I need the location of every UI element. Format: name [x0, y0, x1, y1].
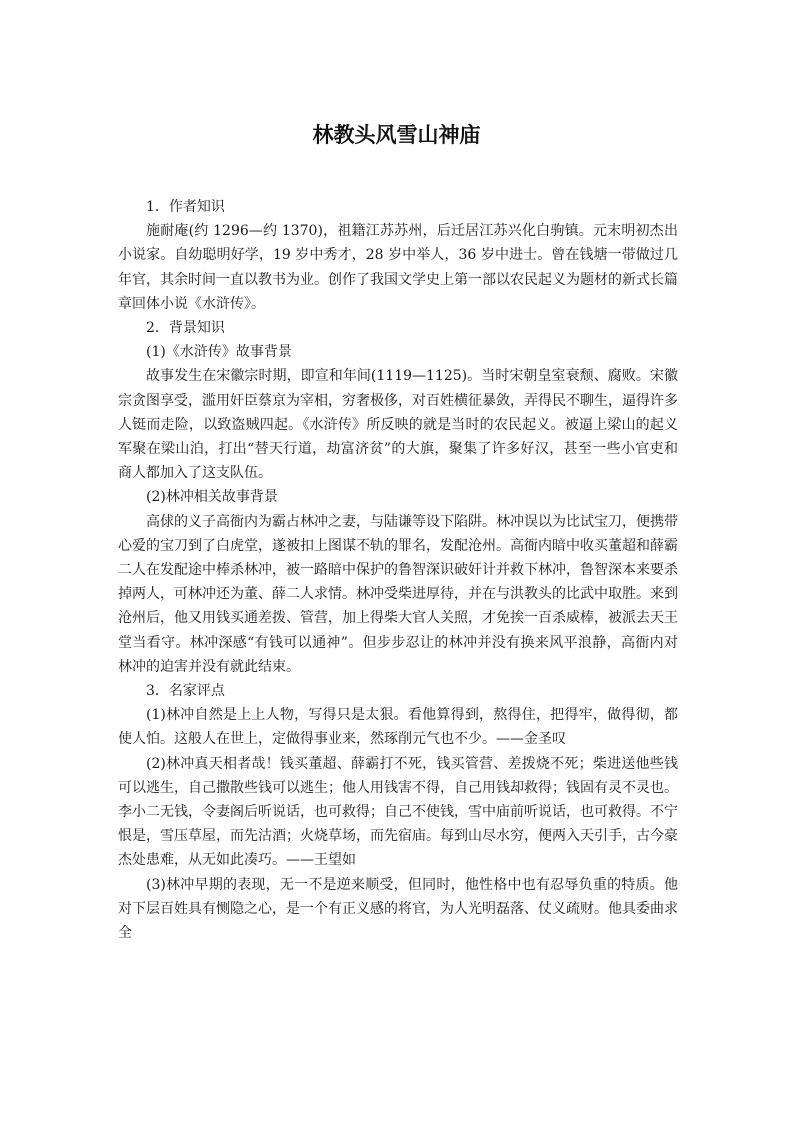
document-title: 林教头风雪山神庙: [312, 123, 481, 147]
paragraph-critique-3: (3)林冲早期的表现，无一不是逆来顺受，但同时，他性格中也有忍辱负重的特质。他对下层百姓具有恻隐之心，是一个有正义感的将官，为人光明磊落、仗义疏财。他具委曲求全: [118, 876, 678, 942]
paragraph-critique-2: (2)林冲真天相者哉！钱买董超、薛霸打不死，钱买管营、差拨烧不死；柴进送他些钱可以逃生，自己撒散些钱可以逃生；他人用钱害不得，自己用钱却救得；钱固有灵不灵也。李小二无钱，令妻阁后听说话，也可救得；自己不使钱，雪中庙前听说话，也可救得。不宁恨是，雪压草屋，而先沽酒；火烧草场，而先宿庙。每到山尽水穷，便两入天引手，古今豪杰处患难，从无如此凑巧。——王望如: [118, 755, 678, 869]
paragraph-author-bio: 施耐庵(约 1296—约 1370)，祖籍江苏苏州，后迁居江苏兴化白驹镇。元末明初杰出小说家。自幼聪明好学，19 岁中秀才，28 岁中举人，36 岁中进士。曾在钱塘一带做过几年官，其余时间一直以教书为业。创作了我国文学史上第一部以农民起义为题材的新式长篇章回体小说《水浒传》。: [118, 223, 678, 312]
paragraph-linchong-background: 高俅的义子高衙内为霸占林冲之妻，与陆谦等设下陷阱。林冲误以为比试宝刀，便携带心爱的宝刀到了白虎堂，遂被扣上图谋不轨的罪名，发配沧州。高衙内暗中收买董超和薛霸二人在发配途中棒杀林冲，被一路暗中保护的鲁智深识破奸计并救下林冲，鲁智深本来要杀掉两人，可林冲还为董、薛二人求情。林冲受柴进厚待，并在与洪教头的比武中取胜。来到沧州后，他又用钱买通差拨、管营，加上得柴大官人关照，才免挨一百杀威棒，被派去天王堂当看守。林冲深感“有钱可以通神”。但步步忍让的林冲并没有换来风平浪静，高衙内对林冲的迫害并没有就此结束。: [118, 513, 678, 675]
document-body: [118, 195, 678, 945]
paragraph-shuihu-background: 故事发生在宋徽宗时期，即宣和年间(1119—1125)。当时宋朝皇室衰颓、腐败。宋徽宗贪图享受，滥用奸臣蔡京为宰相，穷奢极侈，对百姓横征暴敛，弄得民不聊生，逼得许多人铤而走险，以致盗贼四起。《水浒传》所反映的就是当时的农民起义。被逼上梁山的起义军聚在梁山泊，打出“替天行道，劫富济贫”的大旗，聚集了许多好汉，甚至一些小官吏和商人都加入了这支队伍。: [118, 368, 678, 482]
heading-critiques: 3．名家评点: [146, 683, 225, 700]
paragraph-critique-1: (1)林冲自然是上上人物，写得只是太狠。看他算得到，熬得住，把得牢，做得彻，都使人怕。这般人在世上，定做得事业来，然琢削元气也不少。——金圣叹: [118, 707, 678, 748]
subheading-shuihu-background: (1)《水浒传》故事背景: [146, 344, 292, 361]
heading-author: 1．作者知识: [146, 199, 225, 215]
heading-background: 2．背景知识: [146, 320, 225, 337]
subheading-linchong-background: (2)林冲相关故事背景: [146, 489, 278, 506]
